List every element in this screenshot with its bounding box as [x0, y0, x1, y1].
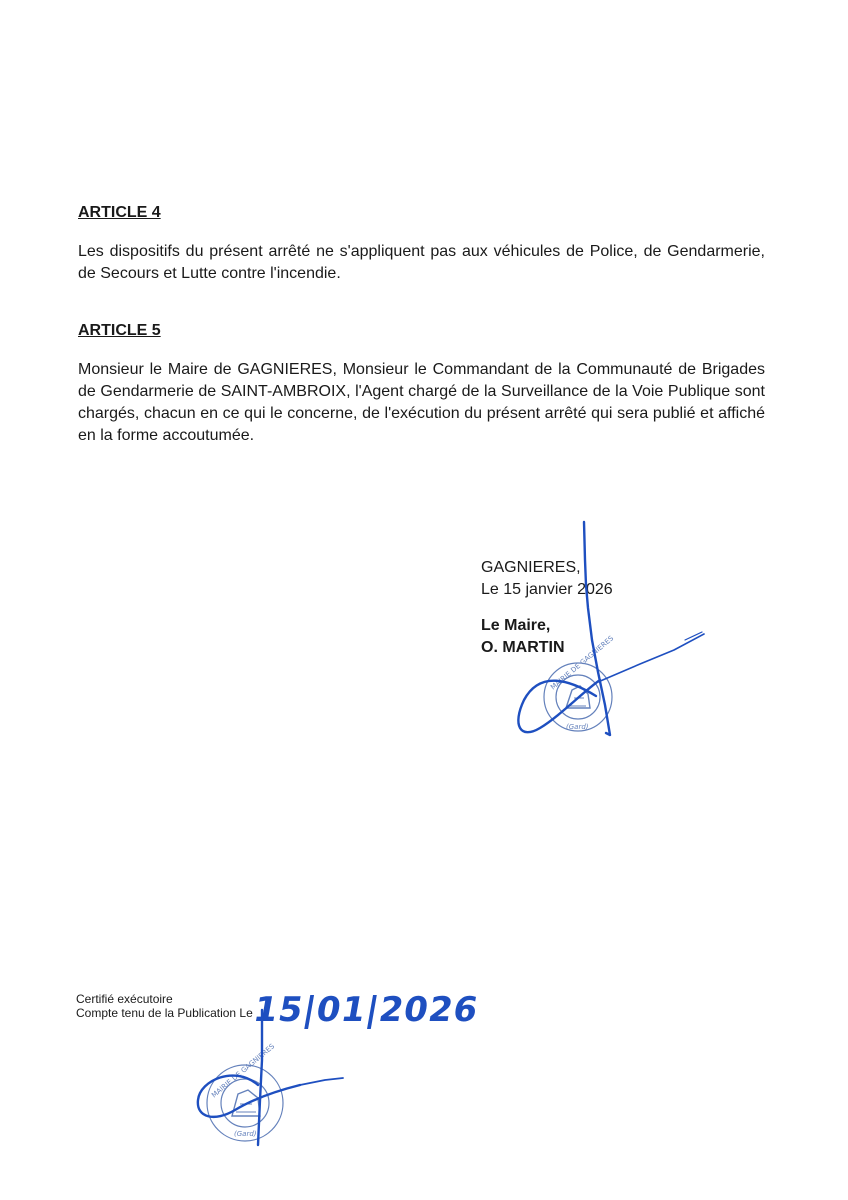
mayor-stamp-sub-text: (Gard) — [566, 723, 589, 731]
certification-stamp-ring-text: MAIRIE DE GAGNIERES — [210, 1042, 277, 1100]
article-5-body: Monsieur le Maire de GAGNIERES, Monsieur le Commandant de la Communauté de Brigades de Gendarmerie de SAINT-AMBROIX, l'Agent chargé de la Surveillance de la Voie Publique sont chargés, chacun en ce qui le concerne, de l'exécution du présent arrêté qui sera publié et affiché en la forme accoutumée. — [78, 361, 765, 444]
certification-line-1: Certifié exécutoire — [76, 992, 173, 1006]
article-4-title: ARTICLE 4 — [78, 204, 161, 221]
signature-date: Le 15 janvier 2026 — [481, 581, 613, 598]
certification-line-2: Compte tenu de la Publication Le — [76, 1006, 253, 1020]
signature-role: Le Maire, — [481, 617, 551, 634]
signature-place: GAGNIERES, — [481, 559, 581, 576]
certification-handwritten-signature — [198, 1010, 343, 1145]
certification-stamp-sub-text: (Gard) — [234, 1130, 257, 1138]
mayor-stamp-ring-text: MAIRIE DE GAGNIERES — [549, 634, 616, 692]
signature-name: O. MARTIN — [481, 639, 565, 656]
article-4-body: Les dispositifs du présent arrêté ne s'appliquent pas aux véhicules de Police, de Gendarmerie, de Secours et Lutte contre l'incendie. — [78, 243, 765, 282]
handwritten-publication-date: 15|01|2026 — [250, 990, 482, 1030]
certification-stamp — [207, 1042, 283, 1141]
article-5-title: ARTICLE 5 — [78, 322, 161, 339]
